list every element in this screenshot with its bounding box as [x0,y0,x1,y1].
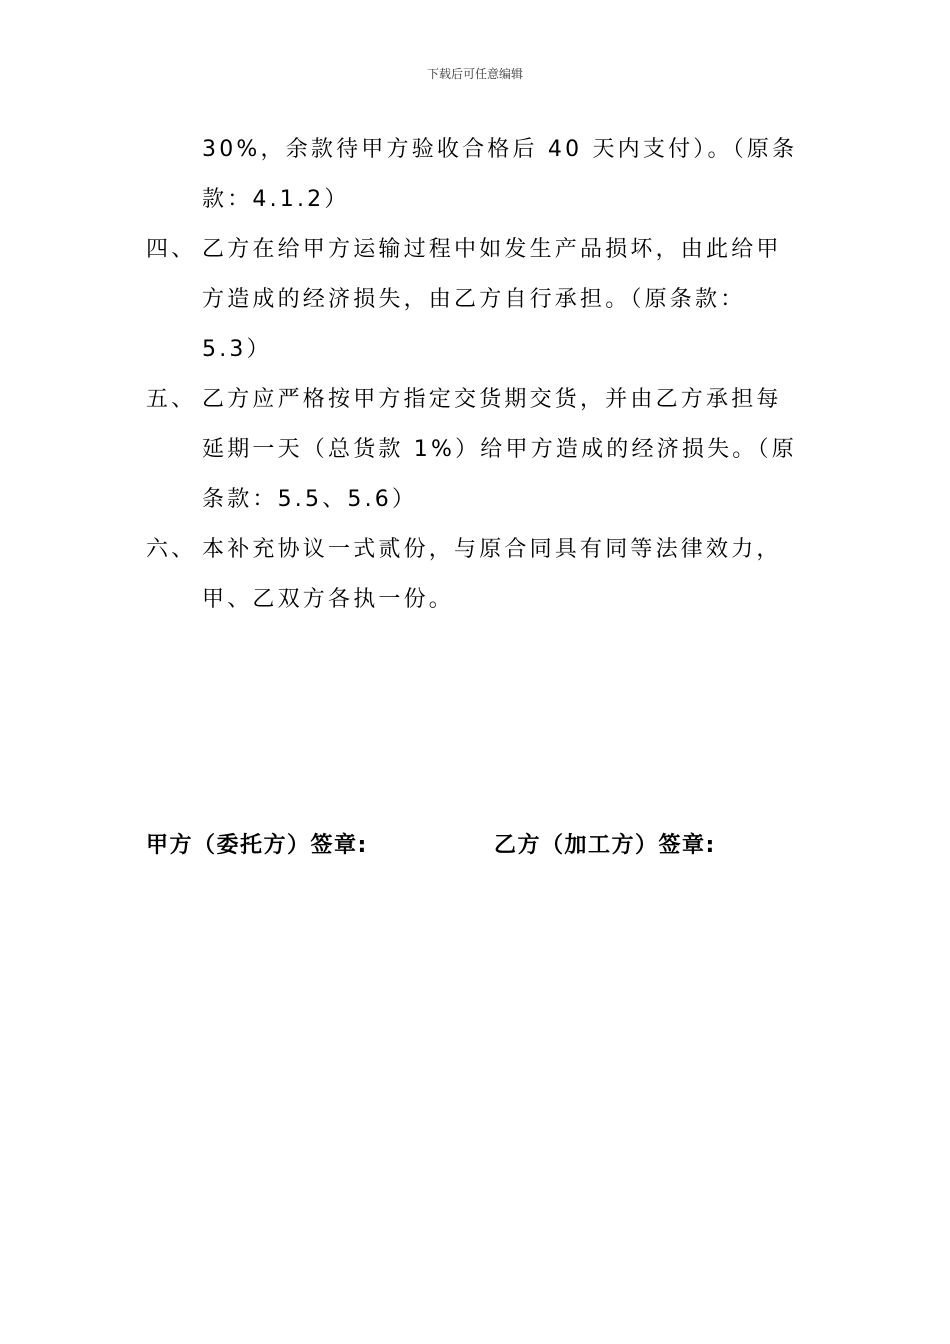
clause-4-text: 乙方在给甲方运输过程中如发生产品损坏，由此给甲 [202,237,782,262]
signature-block [146,828,826,868]
page-header: 下载后可任意编辑 [426,67,523,81]
party-a-signature-label: 甲方（委托方）签章: [146,833,368,858]
clause-5-number: 五、 [146,387,197,412]
clause-6-line-2: 甲、乙双方各执一份。 [202,587,455,612]
clause-3-line-1: 30%，余款待甲方验收合格后 40 天内支付）。（原条 [202,137,798,162]
clause-6-number: 六、 [146,537,197,562]
clause-6-text: 本补充协议一式贰份，与原合同具有同等法律效力， [202,537,782,562]
party-b-signature-label: 乙方（加工方）签章: [494,833,716,858]
clause-4-number: 四、 [146,237,197,262]
clause-6-line-1 [146,525,816,575]
clause-4-line-2: 方造成的经济损失，由乙方自行承担。（原条款： [202,287,746,312]
clause-4-line-1 [146,225,816,275]
clause-3-line-2: 款：4.1.2） [202,187,350,212]
clause-4-line-3: 5.3） [202,337,272,362]
clause-5-text: 乙方应严格按甲方指定交货期交货，并由乙方承担每 [202,387,782,412]
document-body [146,125,816,625]
clause-5-line-3: 条款：5.5、5.6） [202,487,418,512]
clause-5-line-2: 延期一天（总货款 1%）给甲方造成的经济损失。（原 [202,437,797,462]
clause-5-line-1 [146,375,816,425]
